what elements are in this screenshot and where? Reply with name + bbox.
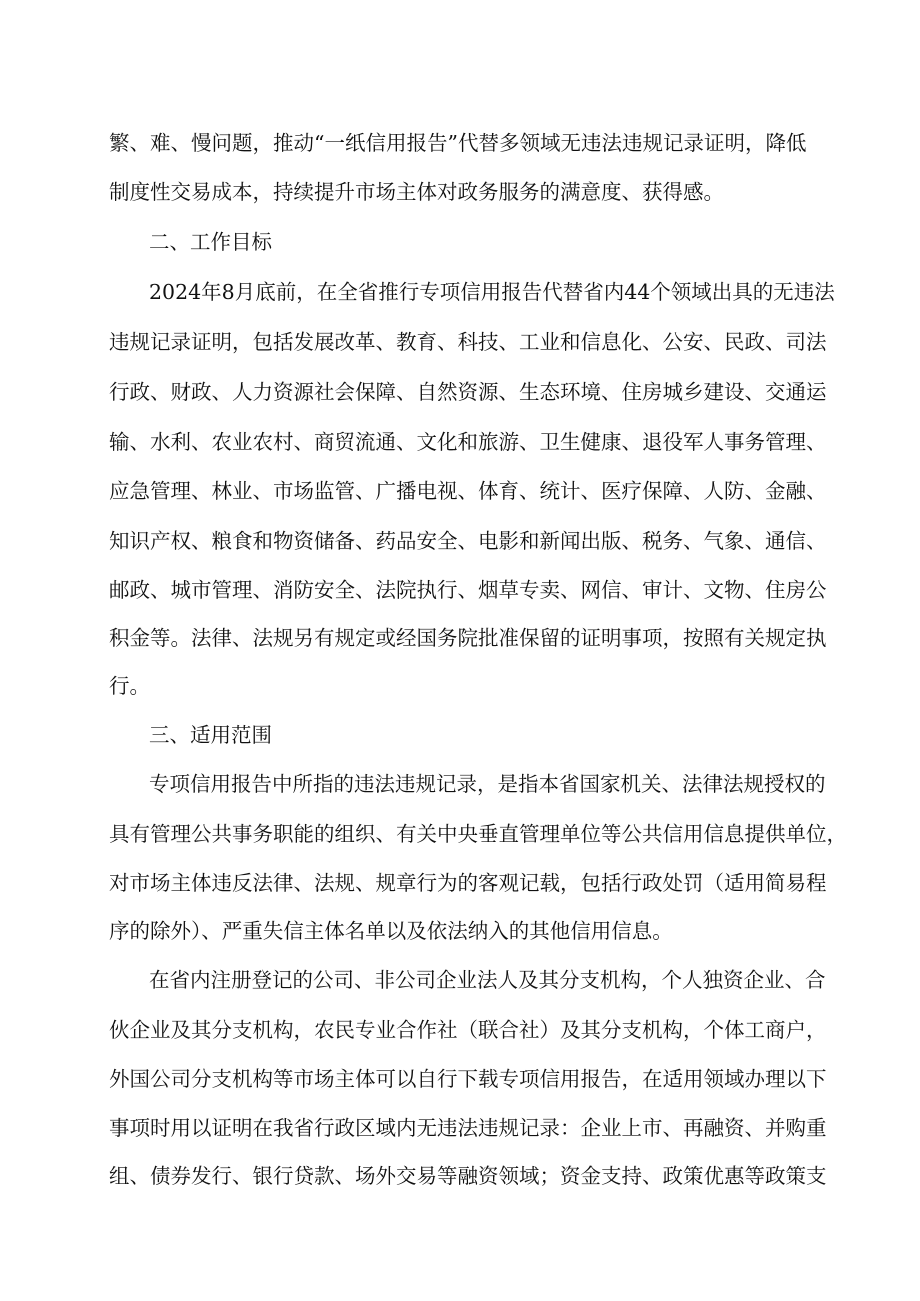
paragraph-line-6: 行政、财政、人力资源社会保障、自然资源、生态环境、住房城乡建设、交通运 [109, 380, 827, 404]
paragraph-line-5: 违规记录证明，包括发展改革、教育、科技、工业和信息化、公安、民政、司法 [109, 330, 827, 354]
section-heading-scope: 三、适用范围 [149, 723, 272, 747]
paragraph-line-7: 输、水利、农业农村、商贸流通、文化和旅游、卫生健康、退役军人事务管理、 [109, 430, 827, 454]
paragraph-line-19: 伙企业及其分支机构，农民专业合作社（联合社）及其分支机构，个体工商户， [109, 1018, 827, 1042]
paragraph-line-4: 2024年8月底前，在全省推行专项信用报告代替省内44个领域出具的无违法 [149, 280, 835, 304]
paragraph-line-14: 专项信用报告中所指的违法违规记录，是指本省国家机关、法律法规授权的 [149, 772, 826, 796]
paragraph-line-21: 事项时用以证明在我省行政区域内无违法违规记录：企业上市、再融资、并购重 [109, 1116, 827, 1140]
paragraph-line-2: 制度性交易成本，持续提升市场主体对政务服务的满意度、获得感。 [109, 180, 724, 204]
paragraph-line-12: 行。 [109, 674, 150, 698]
paragraph-line-11: 积金等。法律、法规另有规定或经国务院批准保留的证明事项，按照有关规定执 [109, 626, 827, 650]
paragraph-line-22: 组、债券发行、银行贷款、场外交易等融资领域；资金支持、政策优惠等政策支 [109, 1164, 827, 1188]
paragraph-line-1: 繁、难、慢问题，推动“一纸信用报告”代替多领域无违法违规记录证明，降低 [109, 131, 807, 155]
paragraph-line-18: 在省内注册登记的公司、非公司企业法人及其分支机构，个人独资企业、合 [149, 968, 826, 992]
paragraph-line-10: 邮政、城市管理、消防安全、法院执行、烟草专卖、网信、审计、文物、住房公 [109, 578, 827, 602]
paragraph-line-17: 序的除外）、严重失信主体名单以及依法纳入的其他信用信息。 [109, 919, 673, 943]
paragraph-line-20: 外国公司分支机构等市场主体可以自行下载专项信用报告，在适用领域办理以下 [109, 1067, 827, 1091]
paragraph-line-16: 对市场主体违反法律、法规、规章行为的客观记载，包括行政处罚（适用简易程 [109, 871, 827, 895]
section-heading-work-goals: 二、工作目标 [149, 230, 272, 254]
paragraph-line-15: 具有管理公共事务职能的组织、有关中央垂直管理单位等公共信用信息提供单位， [109, 822, 847, 846]
paragraph-line-9: 知识产权、粮食和物资储备、药品安全、电影和新闻出版、税务、气象、通信、 [109, 529, 827, 553]
paragraph-line-8: 应急管理、林业、市场监管、广播电视、体育、统计、医疗保障、人防、金融、 [109, 479, 827, 503]
